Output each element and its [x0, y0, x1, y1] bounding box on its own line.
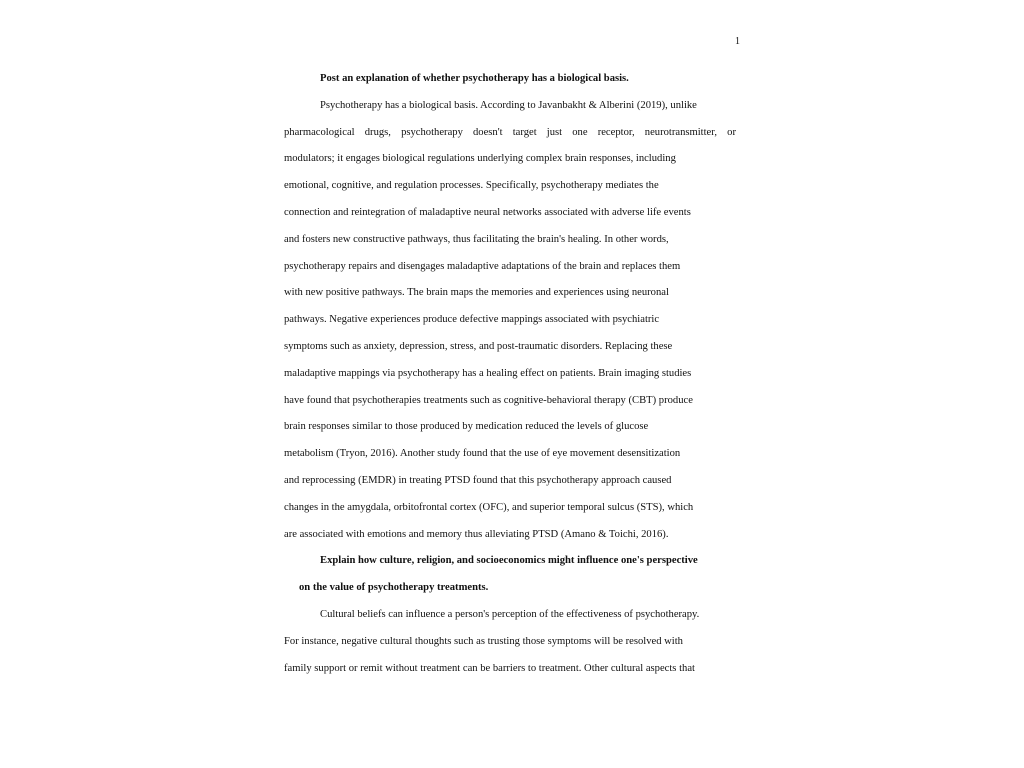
heading-culture-religion	[284, 548, 744, 602]
paragraph-line: changes in the amygdala, orbitofrontal cortex (OFC), and superior temporal sulcus (STS), which	[284, 501, 694, 513]
paragraph-line: connection and reintegration of maladaptive neural networks associated with adverse life events	[284, 206, 691, 218]
paragraph-line: maladaptive mappings via psychotherapy has a healing effect on patients. Brain imaging studies	[284, 367, 692, 379]
paragraph-biological-basis	[284, 93, 744, 549]
heading-line: Explain how culture, religion, and socioeconomics might influence one's perspective	[320, 555, 698, 567]
paragraph-line: metabolism (Tryon, 2016). Another study found that the use of eye movement desensitization	[284, 448, 681, 460]
paragraph-line: have found that psychotherapies treatments such as cognitive-behavioral therapy (CBT) produce	[284, 394, 693, 406]
paragraph-line: pathways. Negative experiences produce defective mappings associated with psychiatric	[284, 314, 660, 326]
paragraph-line: are associated with emotions and memory thus alleviating PTSD (Amano & Toichi, 2016).	[284, 528, 669, 540]
page-number: 1	[735, 36, 740, 47]
document-body	[284, 66, 744, 682]
heading-biological-basis: Post an explanation of whether psychotherapy has a biological basis.	[320, 73, 629, 84]
paragraph-line: and reprocessing (EMDR) in treating PTSD found that this psychotherapy approach caused	[284, 474, 672, 486]
paragraph-line: Cultural beliefs can influence a person's perception of the effectiveness of psychotherapy.	[320, 608, 700, 620]
paragraph-line: emotional, cognitive, and regulation processes. Specifically, psychotherapy mediates the	[284, 180, 659, 192]
paragraph-line: with new positive pathways. The brain maps the memories and experiences using neuronal	[284, 287, 669, 299]
paragraph-line: pharmacological drugs, psychotherapy doesn't target just one receptor, neurotransmitter, or	[284, 126, 736, 138]
paragraph-line: Psychotherapy has a biological basis. According to Javanbakht & Alberini (2019), unlike	[320, 99, 697, 111]
heading-line: on the value of psychotherapy treatments.	[299, 582, 489, 594]
paragraph-line: symptoms such as anxiety, depression, stress, and post-traumatic disorders. Replacing these	[284, 340, 673, 352]
paragraph-line: family support or remit without treatment can be barriers to treatment. Other cultural aspects that	[284, 662, 695, 674]
paragraph-line: modulators; it engages biological regulations underlying complex brain responses, including	[284, 153, 676, 165]
paragraph-line: brain responses similar to those produced by medication reduced the levels of glucose	[284, 421, 649, 433]
paragraph-line: and fosters new constructive pathways, thus facilitating the brain's healing. In other words,	[284, 233, 669, 245]
paragraph-line: For instance, negative cultural thoughts such as trusting those symptoms will be resolved with	[284, 635, 683, 647]
paragraph-line: psychotherapy repairs and disengages maladaptive adaptations of the brain and replaces them	[284, 260, 681, 272]
paragraph-culture	[284, 602, 744, 682]
